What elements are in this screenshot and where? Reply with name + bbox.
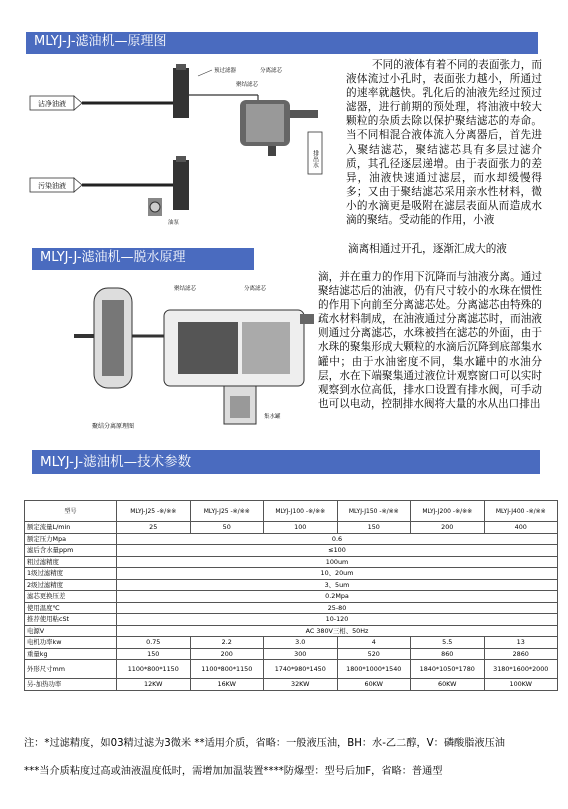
spec-merged-value: 0.6 — [117, 533, 558, 545]
spec-cell: 1800*1000*1540 — [337, 660, 411, 679]
pump-label: 油泵 — [168, 220, 180, 226]
spec-cell: 1100*800*1150 — [190, 660, 264, 679]
note-line-1: 注：*过滤精度，如03精过滤为3微米 **适用介质，省略：一般液压油，BH：水-乙二醇，V：磷酸脂液压油 — [24, 738, 505, 749]
spec-cell: 520 — [337, 648, 411, 660]
prefilter-label: 预过滤器 — [214, 68, 237, 74]
spec-cell: 32KW — [264, 679, 338, 691]
spec-row — [25, 579, 558, 591]
principle-text-3: 滴，并在重力的作用下沉降而与油液分离。通过聚结滤芯后的油液，仍有尺寸较小的水珠在惯性的作用下向前至分离滤芯处。分离滤芯由特殊的疏水材料制成，在油液通过分离滤芯时，而油液则通过分离滤芯，水珠被挡在滤芯的外面，由于水珠的聚集形成大颗粒的水滴后沉降到底部集水罐中；由于水油密度不同，集水罐中的水油分层，水在下端聚集通过液位计观察窗口可以实时观察到水位高低，排水口设置有排水阀，可手动也可以电动，控制排水阀将大量的水从出口排出 — [318, 271, 542, 410]
spec-cell: 1740*980*1450 — [264, 660, 338, 679]
spec-cell: 50 — [190, 522, 264, 534]
spec-cell: 16KW — [190, 679, 264, 691]
spec-row — [25, 568, 558, 580]
spec-cell: 200 — [411, 522, 485, 534]
outlet-label: 污染油液 — [38, 182, 66, 190]
prefilter-2 — [173, 160, 189, 210]
section-banner-specs: MLYJ-J-滤油机—技术参数 — [32, 450, 540, 474]
spec-row — [25, 648, 558, 660]
spec-row-label: 电机功率kw — [25, 637, 117, 649]
spec-header-model: MLYJ-J25 -※/※※ — [117, 501, 191, 522]
spec-row — [25, 660, 558, 679]
prefilter-1 — [173, 68, 189, 118]
spec-merged-value: 100um — [117, 556, 558, 568]
section-banner-dewater: MLYJ-J-滤油机—脱水原理 — [32, 248, 254, 270]
spec-merged-value: ≤100 — [117, 545, 558, 557]
spec-row — [25, 679, 558, 691]
dewater-caption: 聚结分离原理图 — [92, 423, 135, 430]
spec-cell: 860 — [411, 648, 485, 660]
principle-text-2: 滴离相通过开孔，逐渐汇成大的液 — [348, 243, 507, 255]
spec-merged-value: AC 380V三相、50Hz — [117, 625, 558, 637]
spec-cell: 4 — [337, 637, 411, 649]
spec-row — [25, 625, 558, 637]
spec-header-model: MLYJ-J200 -※/※※ — [411, 501, 485, 522]
principle-diagram — [28, 60, 346, 226]
spec-cell: 1840*1050*1780 — [411, 660, 485, 679]
spec-row — [25, 556, 558, 568]
spec-row-label: 额定压力Mpa — [25, 533, 117, 545]
spec-cell: 2860 — [484, 648, 558, 660]
spec-header-model: MLYJ-J150 -※/※※ — [337, 501, 411, 522]
spec-cell: 5.5 — [411, 637, 485, 649]
spec-merged-value: 0.2Mpa — [117, 591, 558, 603]
dewater-label-3: 集水罐 — [264, 414, 281, 420]
tank-label: 排出水 — [311, 150, 319, 168]
inlet-label: 沾净油液 — [38, 100, 66, 108]
spec-cell: 2.2 — [190, 637, 264, 649]
spec-header-model: MLYJ-J100 -※/※※ — [264, 501, 338, 522]
note-line-2: ***当介质粘度过高或油液温度低时，需增加加温装置****防爆型：型号后加F，省略：普通型 — [24, 766, 443, 777]
dewater-label-2: 分离滤芯 — [244, 286, 267, 292]
spec-cell: 0.75 — [117, 637, 191, 649]
spec-header-model: MLYJ-J25 -※/※※ — [190, 501, 264, 522]
spec-cell: 12KW — [117, 679, 191, 691]
spec-row — [25, 545, 558, 557]
spec-cell: 100KW — [484, 679, 558, 691]
spec-row-label: 2级过滤精度 — [25, 579, 117, 591]
spec-merged-value: 3、5um — [117, 579, 558, 591]
separator-label: 分离滤芯 — [260, 68, 283, 74]
spec-row-label: 额定流量L/min — [25, 522, 117, 534]
spec-cell: 200 — [190, 648, 264, 660]
spec-merged-value: 25-80 — [117, 602, 558, 614]
spec-header-label: 型号 — [25, 501, 117, 522]
spec-cell: 150 — [337, 522, 411, 534]
dewater-label-1: 聚结滤芯 — [174, 286, 197, 292]
spec-cell: 3.0 — [264, 637, 338, 649]
spec-row — [25, 522, 558, 534]
spec-row — [25, 614, 558, 626]
spec-merged-value: 10-120 — [117, 614, 558, 626]
spec-cell: 300 — [264, 648, 338, 660]
spec-header-row — [25, 501, 558, 522]
spec-row — [25, 602, 558, 614]
dewater-diagram — [74, 278, 318, 438]
section-banner-principle: MLYJ-J-滤油机—原理图 — [26, 32, 538, 54]
spec-table — [24, 500, 558, 691]
spec-row-label: 另-加热功率 — [25, 679, 117, 691]
spec-merged-value: 10、20um — [117, 568, 558, 580]
spec-row-label: 滤后含水量ppm — [25, 545, 117, 557]
spec-row — [25, 637, 558, 649]
spec-row-label: 外形尺寸mm — [25, 660, 117, 679]
spec-row-label: 使用温度℃ — [25, 602, 117, 614]
spec-cell: 3180*1600*2000 — [484, 660, 558, 679]
spec-cell: 400 — [484, 522, 558, 534]
spec-row-label: 1级过滤精度 — [25, 568, 117, 580]
spec-header-model: MLYJ-J400 -※/※※ — [484, 501, 558, 522]
spec-cell: 100 — [264, 522, 338, 534]
spec-cell: 60KW — [411, 679, 485, 691]
spec-row-label: 滤芯更换压差 — [25, 591, 117, 603]
spec-row-label: 粗过滤精度 — [25, 556, 117, 568]
spec-cell: 13 — [484, 637, 558, 649]
spec-row-label: 推荐使用粘cSt — [25, 614, 117, 626]
spec-cell: 60KW — [337, 679, 411, 691]
spec-cell: 1100*800*1150 — [117, 660, 191, 679]
coalescer-label: 聚结滤芯 — [236, 82, 259, 88]
principle-text-1: 不同的液体有着不同的表面张力，而液体流过小孔时，表面张力越小，所通过的速率就越快。乳化后的油液先经过预过滤器，进行前期的预处理，将油液中较大颗粒的杂质去除以保护聚结滤芯的寿命。当不同相混合液体流入分离器后，首先进入聚结滤芯，聚结滤芯具有多层过滤介质，其孔径逐层递增。由于表面张力的差异，油液快速通过滤层，而水却缓慢得多；又由于聚结滤芯采用亲水性材料，微小的水滴更是吸附在滤层表面从而造成水滴的聚结。受动能的作用，小液 — [346, 59, 542, 227]
spec-row — [25, 591, 558, 603]
spec-row-label: 重量kg — [25, 648, 117, 660]
spec-row — [25, 533, 558, 545]
spec-cell: 25 — [117, 522, 191, 534]
spec-row-label: 电源V — [25, 625, 117, 637]
spec-cell: 150 — [117, 648, 191, 660]
